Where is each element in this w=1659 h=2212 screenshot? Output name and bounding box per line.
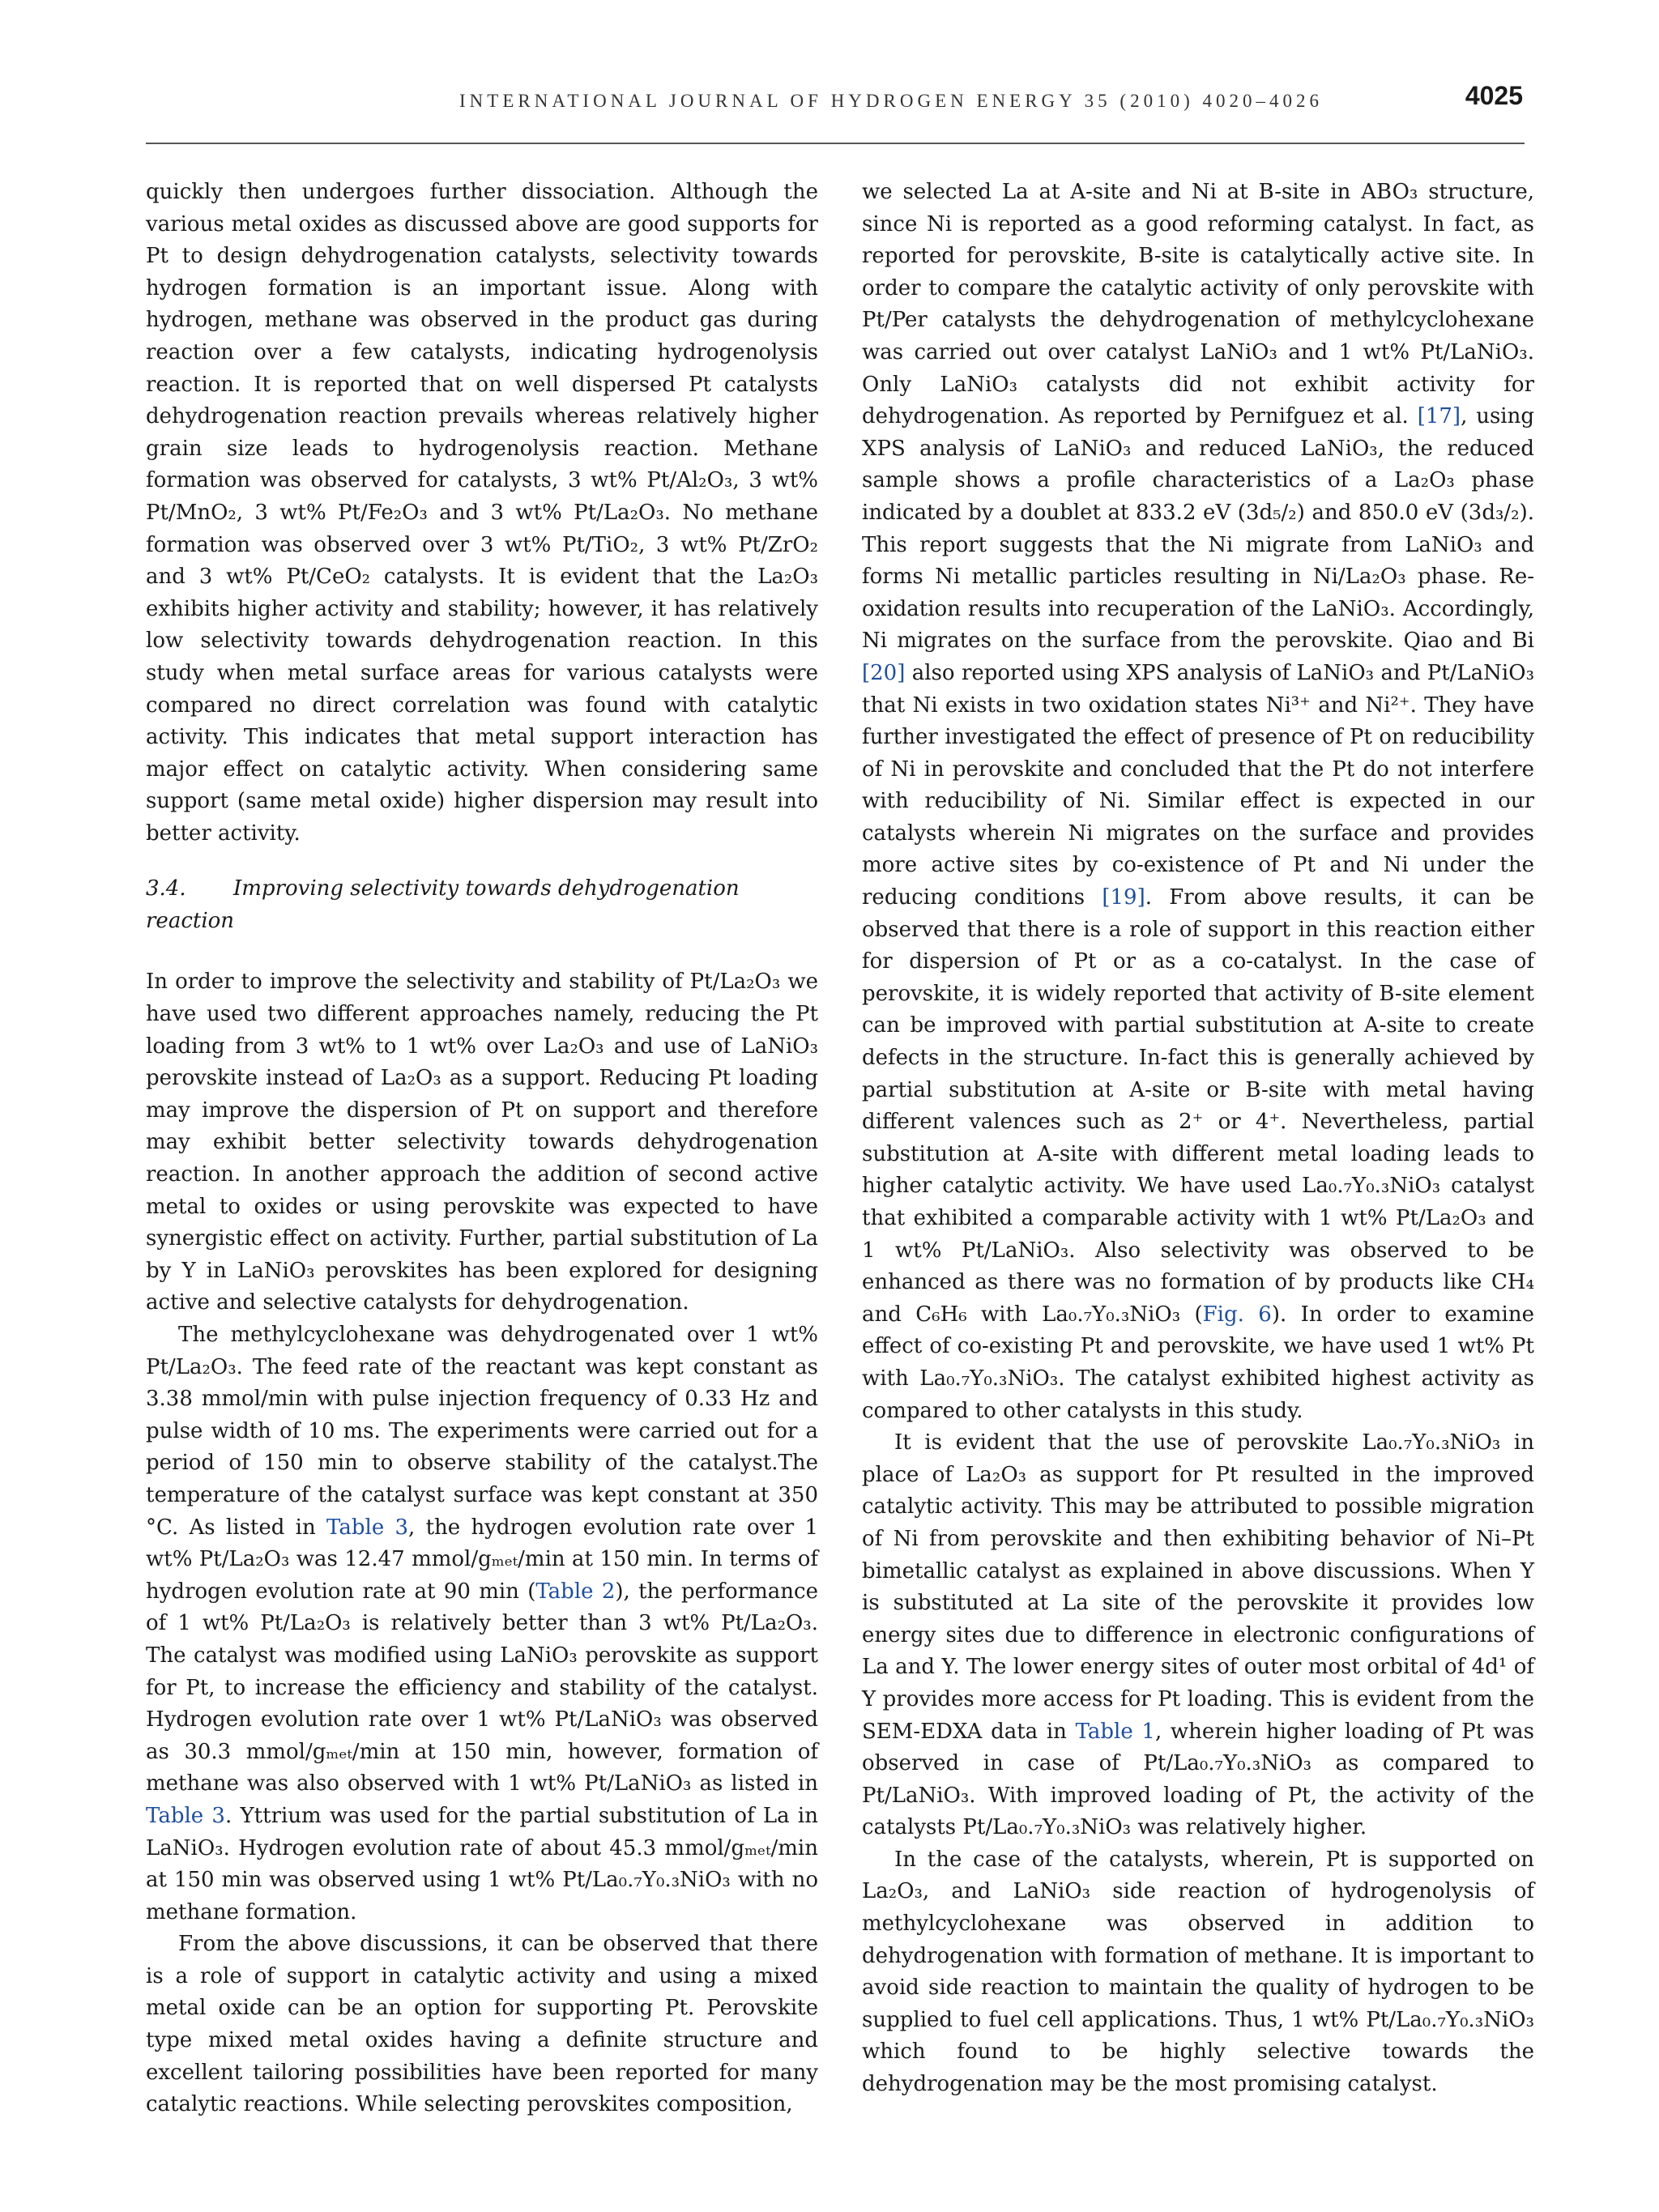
table-link[interactable]: Table 1	[1075, 1719, 1155, 1744]
paragraph-text: It is evident that the use of perovskite La₀.₇Y₀.₃NiO₃ in place of La₂O₃ as support for Pt resulted in the improved catalytic activity. This may be attributed to possible migration of Ni from perovskite and then exhibiting behavior of Ni–Pt bimetallic catalyst as explained in above discussions. When Y is substituted at La site of the perovskite it provides low energy sites due to difference in electronic configurations of La and Y. The lower energy sites of outer most orbital of 4d¹ of Y provides more access for Pt loading. This is evident from the SEM-EDXA data in	[862, 1430, 1534, 1744]
paragraph-text: ). In order to examine effect of co-existing Pt and perovskite, we have used 1 wt% Pt with La₀.₇Y₀.₃NiO₃. The catalyst exhibited highest activity as compared to other catalysts in this study.	[862, 1302, 1534, 1423]
paragraph-text: ), the performance of 1 wt% Pt/La₂O₃ is relatively better than 3 wt% Pt/La₂O₃. The catalyst was modified using LaNiO₃ perovskite as support for Pt, to increase the efficiency and stability of the catalyst. Hydrogen evolution rate over 1 wt% Pt/LaNiO₃ was observed as 30.3 mmol/gₘₑₜ/min at 150 min, however, formation of methane was also observed with 1 wt% Pt/LaNiO₃ as listed in	[146, 1579, 818, 1796]
paragraph-text: In the case of the catalysts, wherein, Pt is supported on La₂O₃, and LaNiO₃ side reaction of hydrogenolysis of methylcyclohexane was observed in addition to dehydrogenation with formation of methane. It is important to avoid side reaction to maintain the quality of hydrogen to be supplied to fuel cell applications. Thus, 1 wt% Pt/La₀.₇Y₀.₃NiO₃ which found to be highly selective towards the dehydrogenation may be the most promising catalyst.	[862, 1847, 1534, 2097]
journal-citation: INTERNATIONAL JOURNAL OF HYDROGEN ENERGY 35 (2010) 4020–4026	[459, 91, 1323, 111]
running-header	[146, 81, 1525, 144]
left-column	[146, 177, 818, 2121]
citation-link[interactable]: [19]	[1102, 885, 1145, 910]
section-heading	[146, 872, 818, 937]
table-link[interactable]: Table 3	[326, 1515, 409, 1540]
page-number: 4025	[1465, 81, 1523, 110]
citation-link[interactable]: [20]	[862, 660, 906, 685]
paragraph-text: The methylcyclohexane was dehydrogenated over 1 wt% Pt/La₂O₃. The feed rate of the reactant was kept constant as 3.38 mmol/min with pulse injection frequency of 0.33 Hz and pulse width of 10 ms. The experiments were carried out for a period of 150 min to observe stability of the catalyst.The temperature of the catalyst surface was kept constant at 350 °C. As listed in	[146, 1323, 818, 1540]
citation-link[interactable]: [17]	[1417, 404, 1461, 429]
paragraph	[146, 966, 818, 1319]
paragraph-text: . From above results, it can be observed that there is a role of support in this reaction either for dispersion of Pt or as a co-catalyst. In the case of perovskite, it is widely reported that activity of B-site element can be improved with partial substitution at A-site to create defects in the structure. In-fact this is generally achieved by partial substitution at A-site or B-site with metal having different valences such as 2⁺ or 4⁺. Nevertheless, partial substitution at A-site with different metal loading leads to higher catalytic activity. We have used La₀.₇Y₀.₃NiO₃ catalyst that exhibited a comparable activity with 1 wt% Pt/La₂O₃ and 1 wt% Pt/LaNiO₃. Also selectivity was observed to be enhanced as there was no formation of by products like CH₄ and C₆H₆ with La₀.₇Y₀.₃NiO₃ (	[862, 885, 1534, 1327]
paragraph-continued: quickly then undergoes further dissociation. Although the various metal oxides as discussed above are good supports for Pt to design dehydrogenation catalysts, selectivity towards hydrogen formation is an important issue. Along with hydrogen, methane was observed in the product gas during reaction over a few catalysts, indicating hydrogenolysis reaction. It is reported that on well dispersed Pt catalysts dehydrogenation reaction prevails whereas relatively higher grain size leads to hydrogenolysis reaction. Methane formation was observed for catalysts, 3 wt% Pt/Al₂O₃, 3 wt% Pt/MnO₂, 3 wt% Pt/Fe₂O₃ and 3 wt% Pt/La₂O₃. No methane formation was observed over 3 wt% Pt/TiO₂, 3 wt% Pt/ZrO₂ and 3 wt% Pt/CeO₂ catalysts. It is evident that the La₂O₃ exhibits higher activity and stability; however, it has relatively low selectivity towards dehydrogenation reaction. In this study when metal surface areas for various catalysts were compared no direct correlation was found with catalytic activity. This indicates that metal support interaction has major effect on catalytic activity. When considering same support (same metal oxide) higher dispersion may result into better activity.	[146, 180, 818, 846]
paragraph-text: . Yttrium was used for the partial substitution of La in LaNiO₃. Hydrogen evolution rate of about 45.3 mmol/gₘₑₜ/min at 150 min was observed using 1 wt% Pt/La₀.₇Y₀.₃NiO₃ with no methane formation.	[146, 1803, 818, 1924]
table-link[interactable]: Table 3	[146, 1803, 225, 1828]
paragraph-text: , wherein higher loading of Pt was observed in case of Pt/La₀.₇Y₀.₃NiO₃ as compared to Pt/LaNiO₃. With improved loading of Pt, the activity of the catalysts Pt/La₀.₇Y₀.₃NiO₃ was relatively higher.	[862, 1719, 1534, 1840]
paragraph-text: , using XPS analysis of LaNiO₃ and reduced LaNiO₃, the reduced sample shows a profile characteristics of a La₂O₃ phase indicated by a doublet at 833.2 eV (3d₅/₂) and 850.0 eV (3d₃/₂). This report suggests that the Ni migrate from LaNiO₃ and forms Ni metallic particles resulting in Ni/La₂O₃ phase. Re-oxidation results into recuperation of the LaNiO₃. Accordingly, Ni migrates on the surface from the perovskite. Qiao and Bi	[862, 404, 1534, 654]
right-column	[862, 177, 1534, 2101]
section-number: 3.4.	[146, 876, 186, 901]
table-link[interactable]: Table 2	[535, 1579, 616, 1604]
paragraph	[146, 1929, 818, 2121]
paragraph-text: also reported using XPS analysis of LaNiO₃ and Pt/LaNiO₃ that Ni exists in two oxidation states Ni³⁺ and Ni²⁺. They have further investigated the effect of presence of Pt on reducibility of Ni in perovskite and concluded that the Pt do not interfere with reducibility of Ni. Similar effect is expected in our catalysts wherein Ni migrates on the surface and provides more active sites by co-existence of Pt and Ni under the reducing conditions	[862, 660, 1534, 910]
figure-link[interactable]: Fig. 6	[1202, 1302, 1272, 1327]
section-title: Improving selectivity towards dehydrogenation reaction	[146, 876, 740, 934]
paragraph	[862, 177, 1534, 1427]
paragraph-text: From the above discussions, it can be observed that there is a role of support in catalytic activity and using a mixed metal oxide can be an option for supporting Pt. Perovskite type mixed metal oxides having a definite structure and excellent tailoring possibilities have been reported for many catalytic reactions. While selecting perovskites composition,	[146, 1932, 818, 2117]
paragraph-text: , the hydrogen evolution rate over 1 wt% Pt/La₂O₃ was 12.47 mmol/gₘₑₜ/min at 150 min. In terms of hydrogen evolution rate at 90 min (	[146, 1515, 818, 1604]
paragraph-text: In order to improve the selectivity and stability of Pt/La₂O₃ we have used two different approaches namely, reducing the Pt loading from 3 wt% to 1 wt% over La₂O₃ and use of LaNiO₃ perovskite instead of La₂O₃ as a support. Reducing Pt loading may improve the dispersion of Pt on support and therefore may exhibit better selectivity towards dehydrogenation reaction. In another approach the addition of second active metal to oxides or using perovskite was expected to have synergistic effect on activity. Further, partial substitution of La by Y in LaNiO₃ perovskites has been explored for designing active and selective catalysts for dehydrogenation.	[146, 970, 818, 1315]
paragraph	[862, 1427, 1534, 1844]
paragraph	[862, 1844, 1534, 2101]
paragraph-text: we selected La at A-site and Ni at B-site in ABO₃ structure, since Ni is reported as a good reforming catalyst. In fact, as reported for perovskite, B-site is catalytically active site. In order to compare the catalytic activity of only perovskite with Pt/Per catalysts the dehydrogenation of methylcyclohexane was carried out over catalyst LaNiO₃ and 1 wt% Pt/LaNiO₃. Only LaNiO₃ catalysts did not exhibit activity for dehydrogenation. As reported by Pernifguez et al.	[862, 180, 1534, 429]
paragraph	[146, 1319, 818, 1929]
